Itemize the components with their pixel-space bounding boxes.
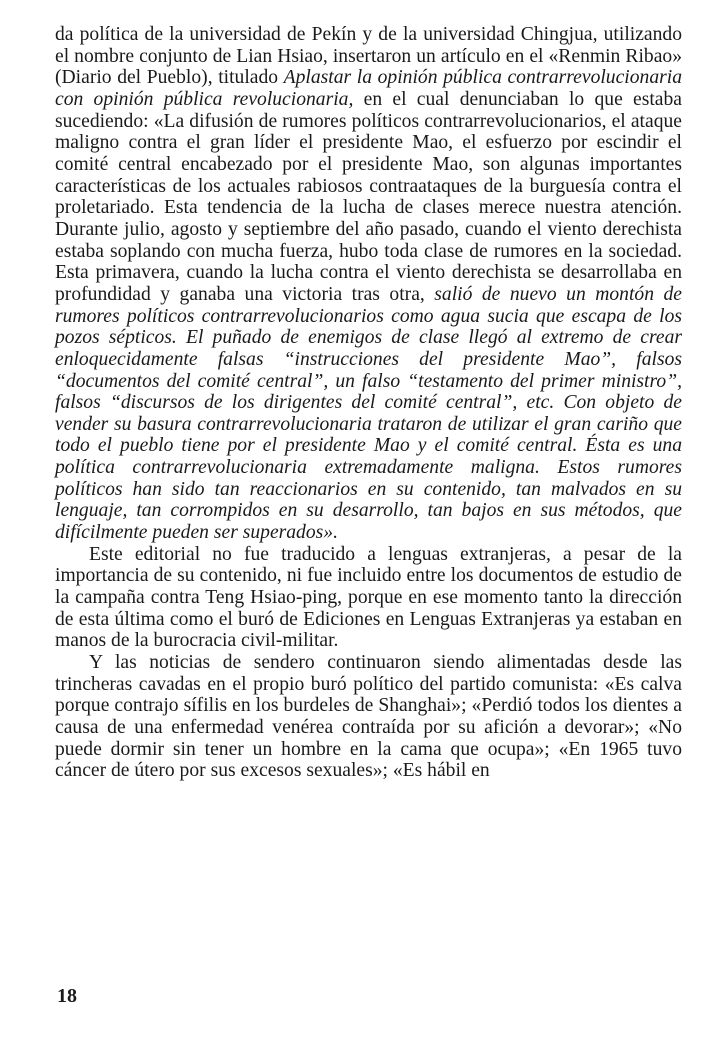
- paragraph-2: [55, 544, 682, 652]
- paragraph-1-quote-italic: salió de nuevo un montón de rumores políticos contrarrevolucionarios como agua sucia que escapa de los pozos sépticos. El puñado de enemigos de clase llegó al extremo de crear enloquecidamente falsas “instrucciones del presidente Mao”, falsos “documentos del comité central”, un falso “testamento del primer ministro”, falsos “discursos de los dirigentes del comité central”, etc. Con objeto de vender su basura contrarrevolucionaria trataron de utilizar el gran cariño que todo el pueblo tiene por el presidente Mao y el comité central. Ésta es una política contrarrevolucionaria extremadamente maligna. Estos rumores políticos han sido tan reaccionarios en su contenido, tan malvados en su lenguaje, tan corrompidos en su desarrollo, tan bajos en sus métodos, que difícilmente pueden ser superados».: [55, 283, 682, 544]
- page-number: 18: [57, 985, 77, 1007]
- page-body: [55, 24, 682, 782]
- paragraph-2-text: Este editorial no fue traducido a lenguas extranjeras, a pesar de la importancia de su contenido, ni fue incluido entre los documentos de estudio de la campaña contra Teng Hsiao-ping, porque en ese momento tanto la dirección de esta última como el buró de Ediciones en Lenguas Extranjeras ya estaban en manos de la burocracia civil-militar.: [55, 543, 682, 652]
- paragraph-3: [55, 652, 682, 782]
- paragraph-1-text: da política de la universidad de Pekín y de la universidad Chingjua, utilizando el nombre conjunto de Lian Hsiao, insertaron un artículo en el «Renmin Ribao» (Diario del Pueblo), titulado: [55, 24, 682, 89]
- paragraph-1-quote: en el cual denunciaban lo que estaba sucediendo: «La difusión de rumores políticos contrarrevolucionarios, el ataque maligno contra el gran líder el presidente Mao, el esfuerzo por escindir el comité central encabezado por el presidente Mao, son algunas importantes características de los actuales rabiosos contraataques de la burguesía contra el proletariado. Esta tendencia de la lucha de clases merece nuestra atención. Durante julio, agosto y septiembre del año pasado, cuando el viento derechista estaba soplando con mucha fuerza, hubo toda clase de rumores en la sociedad. Esta primavera, cuando la lucha contra el viento derechista se desarrollaba en profundidad y ganaba una victoria tras otra,: [55, 88, 682, 305]
- paragraph-3-text: Y las noticias de sendero continuaron siendo alimentadas desde las trincheras cavadas en el propio buró político del partido comunista: «Es calva porque contrajo sífilis en los burdeles de Shanghai»; «Perdió todos los dientes a causa de una enfermedad venérea contraída por su afición a devorar»; «No puede dormir sin tener un hombre en la cama que ocupa»; «En 1965 tuvo cáncer de útero por sus excesos sexuales»; «Es hábil en: [55, 652, 682, 782]
- paragraph-1-title-italic: Aplastar la opinión pública contrarrevolucionaria con opinión pública revolucionaria,: [55, 67, 682, 110]
- paragraph-1: [55, 24, 682, 544]
